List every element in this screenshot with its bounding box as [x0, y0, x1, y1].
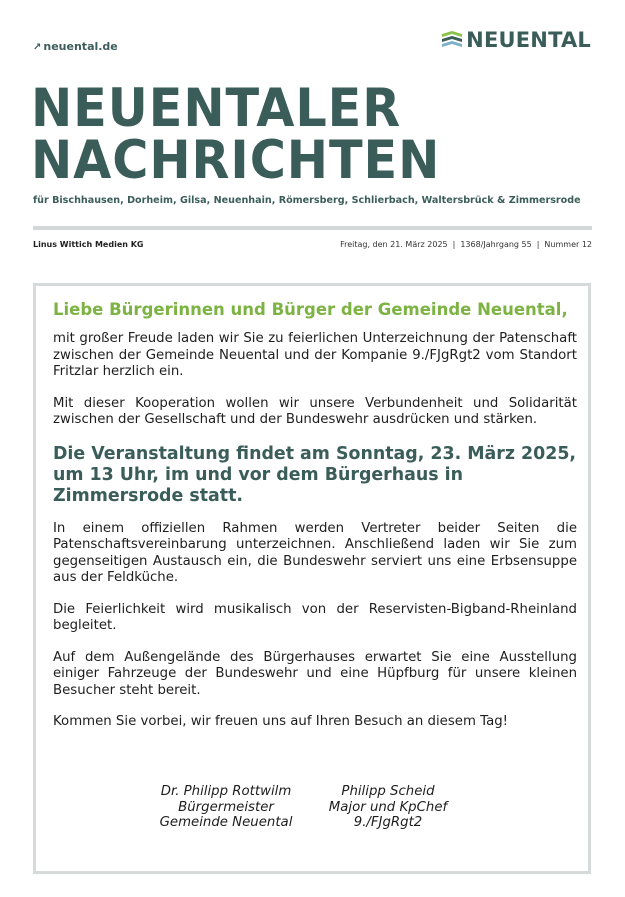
salutation: Liebe Bürgerinnen und Bürger der Gemeinde Neuental, [53, 300, 568, 319]
paragraph-music: Die Feierlichkeit wird musikalisch von der Reservisten-Bigband-Rheinland begleitet. [53, 601, 577, 633]
issue-separator: | [536, 240, 540, 249]
issue-date: Freitag, den 21. März 2025 [340, 240, 448, 249]
issue-separator: | [452, 240, 456, 249]
title-line-1: NEUENTALER [31, 78, 402, 139]
signature-org: 9./FJgRgt2 [353, 815, 423, 830]
invitation-box [33, 283, 591, 874]
signature-role: Major und KpChef [328, 799, 448, 815]
event-highlight: Die Veranstaltung findet am Sonntag, 23. März 2025, um 13 Uhr, im und vor dem Bürgerhaus in Zimmersrode statt. [53, 443, 577, 506]
external-link-arrow-icon: ↗ [33, 42, 42, 53]
website-text: neuental.de [43, 40, 118, 53]
newspaper-title [31, 78, 441, 191]
title-line-2: NACHRICHTEN [31, 130, 441, 191]
issue-number: Nummer 12 [544, 240, 592, 249]
website-link[interactable] [33, 40, 118, 53]
paragraph-exhibition: Auf dem Außengelände des Bürgerhauses erwartet Sie eine Ausstellung einiger Fahrzeuge der Bundeswehr und eine Hüpfburg für unsere kleinen Besucher steht bereit. [53, 649, 577, 698]
issue-edition: 1368/Jahrgang 55 [460, 240, 532, 249]
header-divider [33, 226, 592, 230]
signature-major [323, 784, 453, 831]
signature-mayor [151, 784, 301, 831]
issue-info [340, 240, 592, 249]
paragraph-invitation: mit großer Freude laden wir Sie zu feierlichen Unterzeichnung der Patenschaft zwischen der Gemeinde Neuental und der Kompanie 9./FJgRgt2 vom Standort Fritzlar herzlich ein. [53, 331, 577, 379]
letter-content [53, 300, 577, 830]
logo-wordmark: NEUENTAL [466, 28, 591, 52]
publisher-name: Linus Wittich Medien KG [33, 240, 144, 249]
paragraph-ceremony: In einem offiziellen Rahmen werden Vertreter beider Seiten die Patenschaftsvereinbarung unterzeichnen. Anschließend laden wir Sie zum gegenseitigen Austausch ein, die Bundeswehr serviert uns eine Erbsensuppe aus der Feldküche. [53, 520, 577, 585]
signature-name: Philipp Scheid [341, 784, 435, 799]
neuental-logo [442, 28, 591, 52]
paragraph-cooperation: Mit dieser Kooperation wollen wir unsere Verbundenheit und Solidarität zwischen der Gesellschaft und der Bundeswehr ausdrücken und stärken. [53, 395, 577, 427]
signature-org: Gemeinde Neuental [159, 815, 293, 830]
signature-name: Dr. Philipp Rottwilm [160, 784, 292, 799]
villages-subtitle: für Bischhausen, Dorheim, Gilsa, Neuenhain, Römersberg, Schlierbach, Waltersbrück & Zimmersrode [33, 195, 581, 206]
paragraph-closing: Kommen Sie vorbei, wir freuen uns auf Ihren Besuch an diesem Tag! [53, 714, 508, 729]
signature-role: Bürgermeister [178, 799, 274, 815]
neuental-logo-icon [442, 31, 462, 49]
